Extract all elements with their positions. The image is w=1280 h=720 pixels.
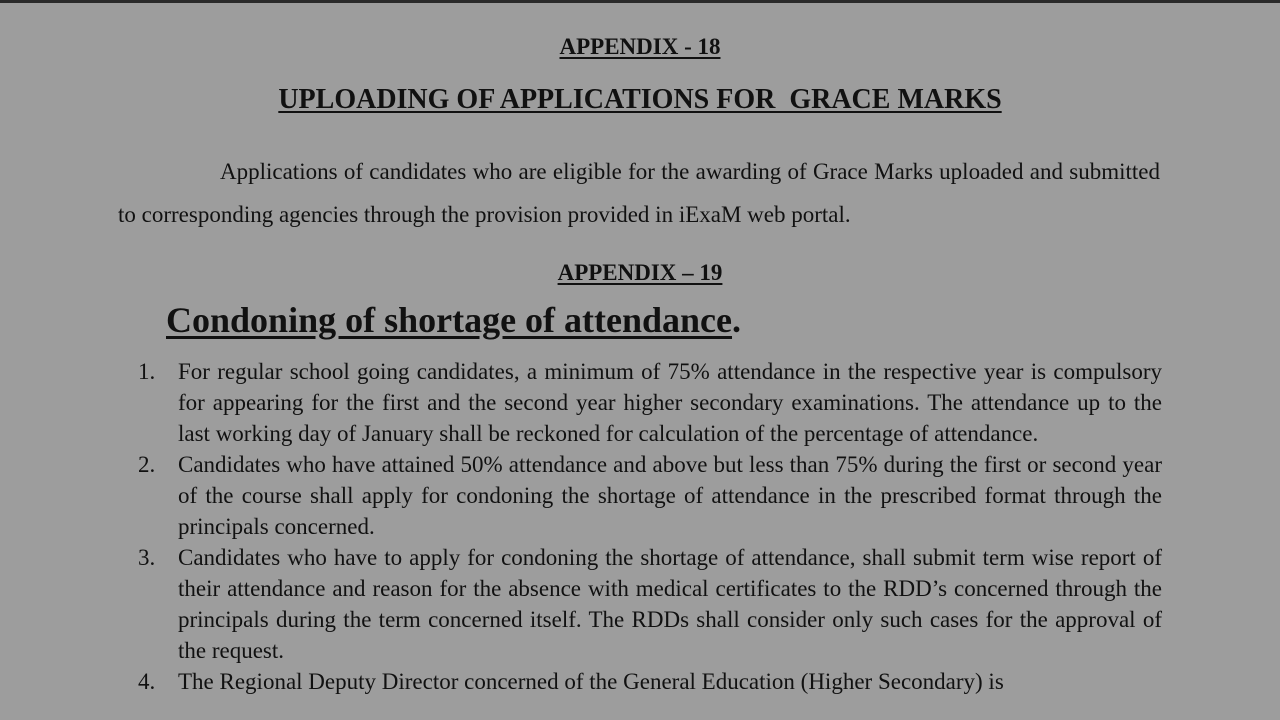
attendance-title-period: . xyxy=(732,300,742,340)
grace-marks-title: UPLOADING OF APPLICATIONS FOR GRACE MARKS xyxy=(278,84,1002,115)
list-item xyxy=(138,542,1162,666)
list-item-number: 2. xyxy=(138,452,156,477)
list-item-number: 3. xyxy=(138,545,156,570)
appendix-18-heading: APPENDIX - 18 xyxy=(559,34,721,59)
list-item-number: 4. xyxy=(138,669,156,694)
attendance-rules-list xyxy=(138,356,1162,697)
list-item-text: Candidates who have to apply for condoning the shortage of attendance, shall submit term wise report of their attendance and reason for the absence with medical certificates to the RDD’s concerned through the principals during the term concerned itself. The RDDs shall consider only such cases for the approval of the request. xyxy=(178,545,1162,663)
list-item xyxy=(138,449,1162,542)
list-item-number: 1. xyxy=(138,359,156,384)
list-item-text: For regular school going candidates, a minimum of 75% attendance in the respective year is compulsory for appearing for the first and the second year higher secondary examinations. The attendance up to the last working day of January shall be reckoned for calculation of the percentage of attendance. xyxy=(178,359,1162,446)
list-item-text: Candidates who have attained 50% attendance and above but less than 75% during the first or second year of the course shall apply for condoning the shortage of attendance in the prescribed format through the principals concerned. xyxy=(178,452,1162,539)
top-edge-bar xyxy=(0,0,1280,3)
attendance-title-text: Condoning of shortage of attendance xyxy=(166,300,733,340)
list-item-text: The Regional Deputy Director concerned of the General Education (Higher Secondary) is xyxy=(178,669,1004,694)
list-item xyxy=(138,356,1162,449)
grace-marks-paragraph: Applications of candidates who are eligible for the awarding of Grace Marks uploaded and submitted to corresponding agencies through the provision provided in iExaM web portal. xyxy=(118,159,1160,227)
appendix-19-heading: APPENDIX – 19 xyxy=(557,260,723,285)
attendance-title xyxy=(166,299,741,341)
list-item xyxy=(138,666,1162,697)
